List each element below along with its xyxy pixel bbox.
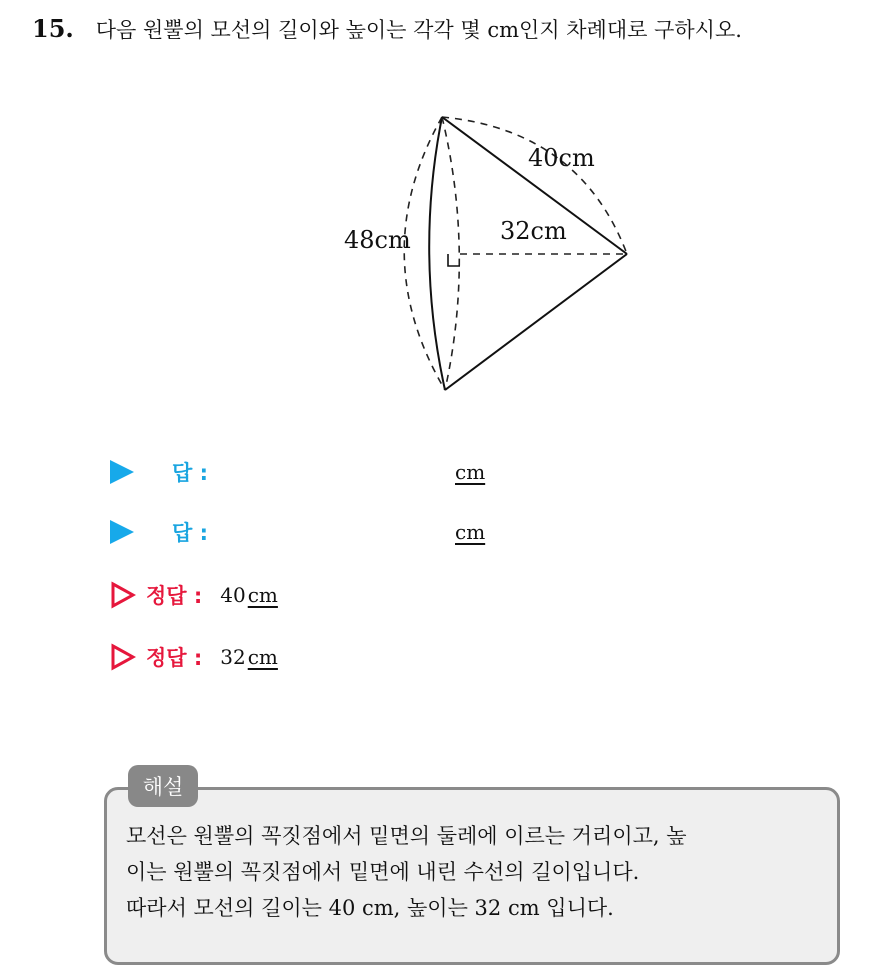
- outline-triangle-icon: [110, 643, 136, 671]
- solution-label: 정답 :: [146, 584, 203, 608]
- solution-row-2: [110, 640, 278, 674]
- question-text: 다음 원뿔의 모선의 길이와 높이는 각각 몇 cm인지 차례대로 구하시오.: [95, 18, 742, 42]
- solution-row-1: [110, 578, 278, 612]
- explanation-line: 모선은 원뿔의 꼭짓점에서 밑면의 둘레에 이르는 거리이고, 높: [126, 824, 687, 848]
- play-triangle-icon: [110, 460, 134, 484]
- solution-label: 정답 :: [146, 646, 203, 670]
- answer-unit[interactable]: cm: [455, 460, 486, 484]
- question: [32, 12, 872, 47]
- answer-unit[interactable]: cm: [455, 520, 486, 544]
- right-angle-mark: [448, 254, 460, 266]
- explanation-text: [126, 818, 826, 926]
- explanation-tag: 해설: [128, 765, 198, 807]
- answer-label: 답 :: [172, 521, 208, 545]
- label-diameter: 48cm: [344, 226, 411, 254]
- slant-edge-bottom: [445, 254, 627, 390]
- answer-label: 답 :: [172, 461, 208, 485]
- base-back-arc: [442, 117, 459, 390]
- solution-value: 40: [220, 583, 246, 607]
- question-number: 15.: [32, 14, 74, 43]
- solution-value: 32: [220, 645, 246, 669]
- cone-figure: [330, 100, 650, 400]
- play-triangle-icon: [110, 520, 134, 544]
- answer-row-1: [110, 455, 486, 489]
- label-radius: 32cm: [500, 217, 567, 245]
- solution-unit: cm: [247, 583, 278, 607]
- explanation-line: 따라서 모선의 길이는 40 cm, 높이는 32 cm 입니다.: [126, 896, 614, 920]
- outline-triangle-icon: [110, 581, 136, 609]
- base-front-arc: [429, 117, 445, 390]
- cone-diagram: [330, 100, 650, 400]
- explanation-line: 이는 원뿔의 꼭짓점에서 밑면에 내린 수선의 길이입니다.: [126, 860, 640, 884]
- answer-row-2: [110, 515, 486, 549]
- solution-unit: cm: [247, 645, 278, 669]
- label-slant: 40cm: [528, 144, 595, 172]
